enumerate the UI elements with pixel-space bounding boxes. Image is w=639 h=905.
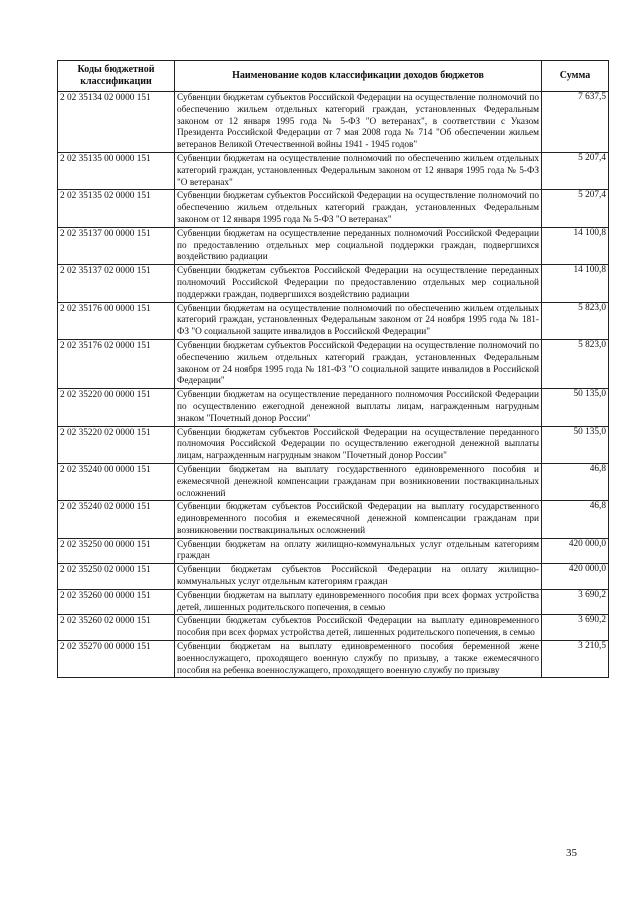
row-name: Субвенции бюджетам субъектов Российской Федерации на осуществление переданных полномочий Российской Федерации по предоставлению отдельных мер социальной поддержки граждан, подвергшихся воздействию радиации: [175, 265, 542, 302]
row-sum: 3 690,2: [542, 615, 609, 641]
table-row: [58, 589, 609, 615]
row-code: 2 02 35134 02 0000 151: [58, 92, 175, 153]
row-code: 2 02 35176 00 0000 151: [58, 302, 175, 339]
row-code: 2 02 35135 02 0000 151: [58, 190, 175, 227]
table-row: [58, 538, 609, 564]
row-name: Субвенции бюджетам на выплату единовременного пособия при всех формах устройства детей, лишенных родительского попечения, в семью: [175, 589, 542, 615]
page-number: 35: [566, 847, 577, 859]
row-name: Субвенции бюджетам субъектов Российской Федерации на осуществление полномочий по обеспечению жильем отдельных категорий граждан, установленных Федеральным законом от 12 января 1995 года № 5-ФЗ "О ветеранах": [175, 190, 542, 227]
row-code: 2 02 35270 00 0000 151: [58, 641, 175, 678]
table-row: [58, 389, 609, 426]
row-sum: 46,8: [542, 463, 609, 500]
row-sum: 5 823,0: [542, 302, 609, 339]
row-sum: 420 000,0: [542, 538, 609, 564]
table-row: [58, 265, 609, 302]
table-row: [58, 190, 609, 227]
row-sum: 50 135,0: [542, 389, 609, 426]
row-name: Субвенции бюджетам на осуществление полномочий по обеспечению жильем отдельных категорий граждан, установленных Федеральным законом от 12 января 1995 года № 5-ФЗ "О ветеранах": [175, 152, 542, 189]
row-name: Субвенции бюджетам субъектов Российской Федерации на выплату государственного единовременного пособия и ежемесячной денежной компенсации гражданам при возникновении поствакцинальных осложнений: [175, 501, 542, 538]
row-name: Субвенции бюджетам субъектов Российской Федерации на осуществление полномочий по обеспечению жильем отдельных категорий граждан, установленных Федеральным законом от 24 ноября 1995 года № 181-ФЗ "О социальной защите инвалидов в Российской Федерации": [175, 339, 542, 388]
table-row: [58, 564, 609, 590]
header-sum: Сумма: [542, 61, 609, 92]
table-row: [58, 339, 609, 388]
row-code: 2 02 35250 00 0000 151: [58, 538, 175, 564]
row-name: Субвенции бюджетам на выплату государственного единовременного пособия и ежемесячной денежной компенсации гражданам при возникновении поствакцинальных осложнений: [175, 463, 542, 500]
row-name: Субвенции бюджетам субъектов Российской Федерации на оплату жилищно-коммунальных услуг отдельным категориям граждан: [175, 564, 542, 590]
row-sum: 50 135,0: [542, 426, 609, 463]
row-sum: 14 100,8: [542, 265, 609, 302]
row-sum: 7 637,5: [542, 92, 609, 153]
table-row: [58, 426, 609, 463]
row-sum: 46,8: [542, 501, 609, 538]
row-name: Субвенции бюджетам на осуществление полномочий по обеспечению жильем отдельных категорий граждан, установленных Федеральным законом от 24 ноября 1995 года № 181-ФЗ "О социальной защите инвалидов в Российской Федерации": [175, 302, 542, 339]
row-sum: 5 823,0: [542, 339, 609, 388]
header-name: Наименование кодов классификации доходов бюджетов: [175, 61, 542, 92]
row-code: 2 02 35137 00 0000 151: [58, 227, 175, 264]
table-row: [58, 463, 609, 500]
budget-revenue-table: [57, 60, 609, 678]
table-header-row: [58, 61, 609, 92]
row-code: 2 02 35176 02 0000 151: [58, 339, 175, 388]
row-code: 2 02 35260 00 0000 151: [58, 589, 175, 615]
table-row: [58, 302, 609, 339]
row-code: 2 02 35220 02 0000 151: [58, 426, 175, 463]
row-code: 2 02 35137 02 0000 151: [58, 265, 175, 302]
table-row: [58, 227, 609, 264]
row-code: 2 02 35250 02 0000 151: [58, 564, 175, 590]
row-code: 2 02 35240 02 0000 151: [58, 501, 175, 538]
row-sum: 5 207,4: [542, 152, 609, 189]
row-name: Субвенции бюджетам субъектов Российской Федерации на выплату единовременного пособия при всех формах устройства детей, лишенных родительского попечения, в семью: [175, 615, 542, 641]
row-name: Субвенции бюджетам субъектов Российской Федерации на осуществление переданного полномочия Российской Федерации по осуществлению ежегодной денежной выплаты лицам, награжденным нагрудным знаком "Почетный донор России": [175, 426, 542, 463]
table-row: [58, 615, 609, 641]
table-row: [58, 501, 609, 538]
table-row: [58, 92, 609, 153]
row-name: Субвенции бюджетам на осуществление переданных полномочий Российской Федерации по предоставлению отдельных мер социальной поддержки граждан, подвергшихся воздействию радиации: [175, 227, 542, 264]
row-sum: 14 100,8: [542, 227, 609, 264]
row-sum: 420 000,0: [542, 564, 609, 590]
row-name: Субвенции бюджетам на осуществление переданного полномочия Российской Федерации по осуществлению ежегодной денежной выплаты лицам, награжденным нагрудным знаком "Почетный донор России": [175, 389, 542, 426]
row-code: 2 02 35135 00 0000 151: [58, 152, 175, 189]
row-name: Субвенции бюджетам на выплату единовременного пособия беременной жене военнослужащего, проходящего военную службу по призыву, а также ежемесячного пособия на ребенка военнослужащего, проходящего военную службу по призыву: [175, 641, 542, 678]
row-sum: 5 207,4: [542, 190, 609, 227]
header-code: Коды бюджетной классификации: [58, 61, 175, 92]
row-name: Субвенции бюджетам на оплату жилищно-коммунальных услуг отдельным категориям граждан: [175, 538, 542, 564]
row-sum: 3 210,5: [542, 641, 609, 678]
table-row: [58, 152, 609, 189]
row-name: Субвенции бюджетам субъектов Российской Федерации на осуществление полномочий по обеспечению жильем отдельных категорий граждан, установленных Федеральным законом от 12 января 1995 года № 5-ФЗ "О ветеранах", в соответствии с Указом Президента Российской Федерации от 7 мая 2008 года № 714 "Об обеспечении жильем ветеранов Великой Отечественной войны 1941 - 1945 годов": [175, 92, 542, 153]
row-code: 2 02 35260 02 0000 151: [58, 615, 175, 641]
row-sum: 3 690,2: [542, 589, 609, 615]
table-row: [58, 641, 609, 678]
row-code: 2 02 35220 00 0000 151: [58, 389, 175, 426]
row-code: 2 02 35240 00 0000 151: [58, 463, 175, 500]
